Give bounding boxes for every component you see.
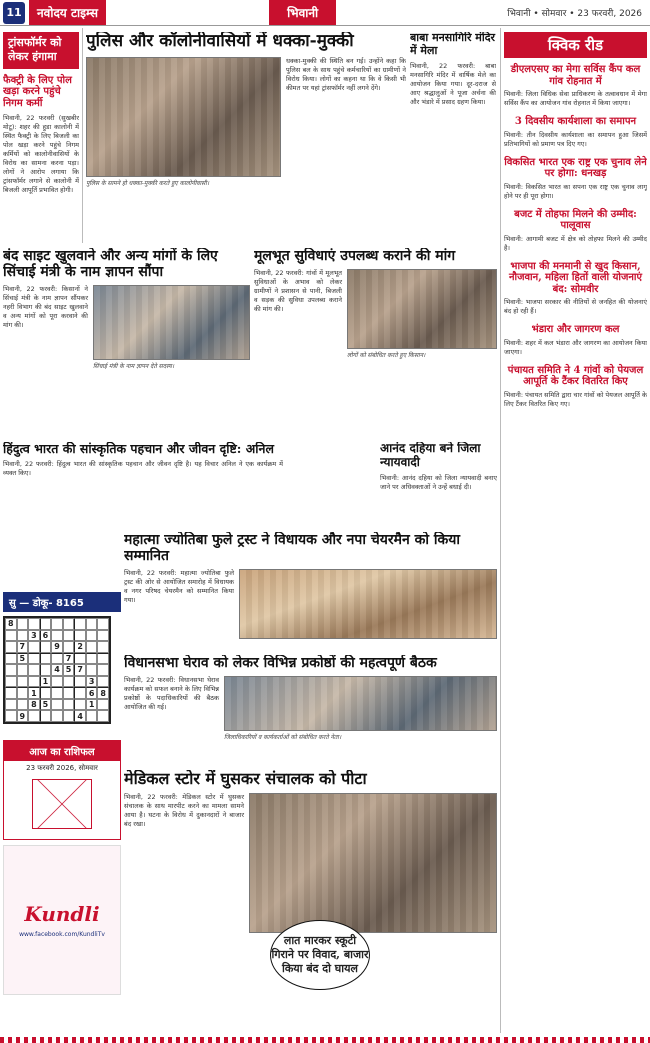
sudoku-cell[interactable] xyxy=(28,676,40,688)
story-assembly-caption: जिलाधिकारियों व कार्यकर्ताओं को संबोधित करते नेता। xyxy=(224,734,342,742)
kundli-chart xyxy=(32,779,92,829)
quick-read-sub7: पंचायत समिति ने 4 गांवों को पेयजल आपूर्ति के टैंकर वितरित किए xyxy=(507,364,644,387)
quick-read-sub6: भंडारा और जागरण कल xyxy=(531,324,620,335)
sudoku-cell[interactable] xyxy=(63,699,75,711)
sudoku-cell[interactable] xyxy=(86,618,98,630)
column-divider xyxy=(500,28,501,1033)
sudoku-cell[interactable]: 4 xyxy=(74,710,86,722)
story-assembly-text: भिवानी, 22 फरवरी: विधानसभा घेराव कार्यक्रम को सफल बनाने के लिए विभिन्न प्रकोष्ठों के पदाधिकारियों की बैठक आयोजित की गई। xyxy=(124,676,219,712)
sudoku-cell[interactable] xyxy=(40,618,52,630)
sudoku-cell[interactable] xyxy=(51,653,63,665)
sudoku-cell[interactable] xyxy=(74,653,86,665)
quick-read-sub2: 3 दिवसीय कार्यशाला का समापन xyxy=(514,116,637,127)
sudoku-cell[interactable]: 1 xyxy=(86,699,98,711)
sudoku-cell[interactable] xyxy=(17,687,29,699)
sudoku-cell[interactable] xyxy=(51,630,63,642)
top-story xyxy=(86,32,406,242)
sudoku-cell[interactable] xyxy=(5,630,17,642)
sudoku-cell[interactable] xyxy=(63,618,75,630)
sudoku-cell[interactable]: 7 xyxy=(17,641,29,653)
story-memorandum-photo xyxy=(93,285,250,360)
teaser-label: ट्रांसफॉर्मर को लेकर हंगामा xyxy=(3,32,79,69)
story-memorandum xyxy=(3,248,250,438)
sudoku-cell[interactable] xyxy=(63,630,75,642)
story-facilities xyxy=(254,248,497,438)
quick-read-text3: भिवानी: विकसित भारत का सपना एक राष्ट्र एक चुनाव लागू होने पर ही पूरा होगा। xyxy=(504,182,647,200)
sudoku-cell[interactable]: 7 xyxy=(63,653,75,665)
story-phule-trust-photo xyxy=(239,569,497,639)
quick-read-text1: भिवानी: जिला विधिक सेवा प्राधिकरण के तत्वावधान में मेगा सर्विस कैंप का आयोजन गांव रोहनात में किया जाएगा। xyxy=(504,90,647,107)
story-assembly xyxy=(124,655,497,765)
quick-read-text6: भिवानी: शहर में कल भंडारा और जागरण का आयोजन किया जाएगा। xyxy=(504,338,647,356)
newspaper-brand: नवोदय टाइम्स xyxy=(29,0,106,25)
sudoku-cell[interactable] xyxy=(28,710,40,722)
rashifal-title: आज का राशिफल xyxy=(4,741,120,761)
sudoku-cell[interactable]: 5 xyxy=(63,664,75,676)
sudoku-cell[interactable]: 3 xyxy=(86,676,98,688)
sudoku-cell[interactable] xyxy=(97,676,109,688)
story-medical-store-headline: मेडिकल स्टोर में घुसकर संचालक को पीटा xyxy=(124,770,367,788)
quick-read-sub5: भाजपा की मनमानी से खुद किसान, नौजवान, महिला हितों वाली योजनाएं बंद: सोमवीर xyxy=(508,260,643,295)
sudoku-cell[interactable] xyxy=(86,664,98,676)
sudoku xyxy=(3,592,121,732)
top-story-text: धक्का-मुक्की की स्थिति बन गई। उन्होंने कहा कि पुलिस बल के साथ पहुंचे कर्मचारियों का ग्रामीणों ने विरोध किया। लोगों का कहना था कि वे किसी भी कीमत पर यहां ट्रांसफॉर्मर नहीं लगने देंगे। xyxy=(286,56,406,92)
sudoku-cell[interactable]: 6 xyxy=(40,630,52,642)
sudoku-cell[interactable] xyxy=(74,676,86,688)
left-teaser xyxy=(3,32,79,242)
sudoku-cell[interactable] xyxy=(5,687,17,699)
sudoku-cell[interactable] xyxy=(86,641,98,653)
story-memorandum-text: भिवानी, 22 फरवरी: किसानों ने सिंचाई मंत्री के नाम ज्ञापन सौंपकर नहरी विभाग की बंद साइट खुलवाने व अन्य मांगों को पूरा करवाने की मांग की। xyxy=(3,285,88,330)
sudoku-cell[interactable]: 1 xyxy=(28,687,40,699)
story-phule-trust xyxy=(124,532,497,652)
sudoku-cell[interactable] xyxy=(5,699,17,711)
sudoku-cell[interactable] xyxy=(97,630,109,642)
sudoku-cell[interactable]: 2 xyxy=(74,641,86,653)
sudoku-cell[interactable]: 8 xyxy=(97,687,109,699)
story-medical-store-text: भिवानी, 22 फरवरी: मेडिकल स्टोर में घुसकर संचालक के साथ मारपीट करने का मामला सामने आया है। घटना के विरोध में दुकानदारों ने बाजार बंद रखा। xyxy=(124,793,244,829)
story-facilities-caption: लोगों को संबोधित करते हुए किसान। xyxy=(347,352,426,360)
rashifal-date: 23 फरवरी 2026, सोमवार xyxy=(26,764,98,772)
sudoku-cell[interactable]: 1 xyxy=(40,676,52,688)
page-number: 11 xyxy=(3,2,25,24)
sudoku-cell[interactable] xyxy=(51,618,63,630)
story-memorandum-headline: बंद साइट खुलवाने और अन्य मांगों के लिए सिंचाई मंत्री के नाम ज्ञापन सौंपा xyxy=(3,248,218,281)
sudoku-cell[interactable]: 5 xyxy=(17,653,29,665)
sudoku-cell[interactable] xyxy=(74,687,86,699)
sudoku-cell[interactable] xyxy=(17,618,29,630)
story-facilities-text: भिवानी, 22 फरवरी: गांवों में मूलभूत सुविधाओं के अभाव को लेकर ग्रामीणों ने प्रशासन से पानी, बिजली व सड़क की सुविधा उपलब्ध कराने की मांग की। xyxy=(254,269,342,314)
sudoku-cell[interactable] xyxy=(40,641,52,653)
sudoku-cell[interactable] xyxy=(5,664,17,676)
sudoku-cell[interactable] xyxy=(86,710,98,722)
sudoku-cell[interactable] xyxy=(28,641,40,653)
quick-read-text2: भिवानी: तीन दिवसीय कार्यशाला का समापन हुआ जिसमें प्रतिभागियों को प्रमाण पत्र दिए गए। xyxy=(504,130,647,148)
quick-read-text7: भिवानी: पंचायत समिति द्वारा चार गांवों को पेयजल आपूर्ति के लिए टैंकर वितरित किए गए। xyxy=(504,390,647,408)
sudoku-cell[interactable] xyxy=(5,676,17,688)
story-facilities-photo xyxy=(347,269,497,349)
story-assembly-photo xyxy=(224,676,497,731)
side-story-text: भिवानी, 22 फरवरी: बाबा मनसागिरि मंदिर में वार्षिक मेले का आयोजन किया गया। दूर-दराज से आए श्रद्धालुओं ने पूजा अर्चना की और भंडारे में प्रसाद ग्रहण किया। xyxy=(410,62,496,107)
sudoku-cell[interactable] xyxy=(40,687,52,699)
story-medical-store-photo xyxy=(249,793,497,933)
sudoku-cell[interactable]: 4 xyxy=(51,664,63,676)
sudoku-cell[interactable] xyxy=(17,699,29,711)
sudoku-cell[interactable] xyxy=(97,641,109,653)
sudoku-cell[interactable] xyxy=(63,641,75,653)
sudoku-cell[interactable] xyxy=(40,653,52,665)
teaser-headline: फैक्ट्री के लिए पोल खड़ा करने पहुंचे निगम कर्मी xyxy=(3,74,72,109)
story-phule-trust-headline: महात्मा ज्योतिबा फुले ट्रस्ट ने विधायक और नपा चेयरमैन को किया सम्मानित xyxy=(124,532,460,565)
sudoku-cell[interactable] xyxy=(63,710,75,722)
sudoku-cell[interactable] xyxy=(74,699,86,711)
sudoku-cell[interactable] xyxy=(86,630,98,642)
masthead xyxy=(0,0,650,26)
sudoku-cell[interactable]: 8 xyxy=(5,618,17,630)
sudoku-cell[interactable] xyxy=(51,699,63,711)
kundli-ad[interactable] xyxy=(3,845,121,995)
quick-read-sub1: डीएलएसए का मेगा सर्विस कैंप कल गांव रोहनात में xyxy=(510,64,641,87)
quick-read-title: क्विक रीड xyxy=(504,32,647,58)
quick-read-sub4: बजट में तोहफा मिलने की उम्मीद: पालूवास xyxy=(514,208,637,231)
story-medical-store-callout: लात मारकर स्कूटी गिराने पर विवाद, बाजार किया बंद दो घायल xyxy=(270,920,370,990)
sudoku-cell[interactable] xyxy=(17,664,29,676)
sudoku-cell[interactable]: 9 xyxy=(51,641,63,653)
sudoku-cell[interactable] xyxy=(86,653,98,665)
sudoku-cell[interactable] xyxy=(51,710,63,722)
top-story-caption: पुलिस के सामने हो धक्का-मुक्की करते हुए कालोनीवासी। xyxy=(86,179,210,187)
sudoku-title: सु — डोकू- 8165 xyxy=(3,592,121,612)
sudoku-cell[interactable] xyxy=(97,664,109,676)
sudoku-cell[interactable] xyxy=(97,653,109,665)
sudoku-cell[interactable] xyxy=(28,653,40,665)
story-assembly-headline: विधानसभा घेराव को लेकर विभिन्न प्रकोष्ठों की महत्वपूर्ण बैठक xyxy=(124,655,437,671)
sudoku-cell[interactable] xyxy=(51,676,63,688)
sudoku-cell[interactable] xyxy=(63,687,75,699)
sudoku-cell[interactable]: 7 xyxy=(74,664,86,676)
sudoku-cell[interactable] xyxy=(97,618,109,630)
column-divider xyxy=(82,28,83,243)
sudoku-cell[interactable] xyxy=(51,687,63,699)
sudoku-cell[interactable] xyxy=(5,710,17,722)
story-dahiya-headline: आनंद दहिया बने जिला न्यायवादी xyxy=(380,442,481,469)
sudoku-cell[interactable] xyxy=(74,618,86,630)
side-story-headline: बाबा मनसागिरि मंदिर में मेला xyxy=(410,32,496,57)
rashifal xyxy=(3,740,121,840)
dateline: भिवानी • सोमवार • 23 फरवरी, 2026 xyxy=(507,9,643,19)
sudoku-cell[interactable]: 9 xyxy=(17,710,29,722)
story-phule-trust-text: भिवानी, 22 फरवरी: महात्मा ज्योतिबा फुले ट्रस्ट की ओर से आयोजित समारोह में विधायक व नगर परिषद चेयरमैन को सम्मानित किया गया। xyxy=(124,569,234,605)
sudoku-cell[interactable]: 3 xyxy=(28,630,40,642)
right-column xyxy=(504,32,647,997)
footer-border xyxy=(0,1037,650,1043)
story-hindutva xyxy=(3,442,283,532)
quick-read-text4: भिवानी: आगामी बजट में क्षेत्र को तोहफा मिलने की उम्मीद है। xyxy=(504,234,647,252)
sudoku-cell[interactable] xyxy=(28,664,40,676)
ad-text: www.facebook.com/KundliTv xyxy=(19,930,105,938)
side-story xyxy=(410,32,496,242)
sudoku-cell[interactable]: 8 xyxy=(28,699,40,711)
story-hindutva-text: भिवानी, 22 फरवरी: हिंदुत्व भारत की सांस्कृतिक पहचान और जीवन दृष्टि है। यह विचार अनिल ने एक कार्यक्रम में व्यक्त किए। xyxy=(3,460,283,478)
sudoku-cell[interactable] xyxy=(74,630,86,642)
top-story-headline: पुलिस और कॉलोनीवासियों में धक्का-मुक्की xyxy=(86,32,354,51)
sudoku-cell[interactable] xyxy=(5,653,17,665)
story-dahiya xyxy=(380,442,497,532)
sudoku-cell[interactable] xyxy=(28,618,40,630)
sudoku-cell[interactable] xyxy=(40,710,52,722)
sudoku-cell[interactable] xyxy=(63,676,75,688)
sudoku-cell[interactable] xyxy=(5,641,17,653)
section-tag: भिवानी xyxy=(269,0,336,25)
sudoku-cell[interactable] xyxy=(97,699,109,711)
quick-read-text5: भिवानी: भाजपा सरकार की नीतियों से जनहित की योजनाएं बंद हो रही हैं। xyxy=(504,298,647,315)
sudoku-grid[interactable] xyxy=(3,616,111,724)
story-facilities-headline: मूलभूत सुविधाएं उपलब्ध कराने की मांग xyxy=(254,248,456,264)
sudoku-cell[interactable] xyxy=(17,630,29,642)
story-dahiya-text: भिवानी: आनंद दहिया को जिला न्यायवादी बनाए जाने पर अधिवक्ताओं ने उन्हें बधाई दी। xyxy=(380,473,497,491)
top-story-photo xyxy=(86,57,281,177)
quick-read-sub3: विकसित भारत एक राष्ट्र एक चुनाव लेने पर होगा: धनखड़ xyxy=(504,156,647,179)
story-hindutva-headline: हिंदुत्व भारत की सांस्कृतिक पहचान और जीवन दृष्टि: अनिल xyxy=(3,442,274,456)
sudoku-cell[interactable] xyxy=(17,676,29,688)
sudoku-cell[interactable]: 5 xyxy=(40,699,52,711)
sudoku-cell[interactable] xyxy=(40,664,52,676)
sudoku-cell[interactable] xyxy=(97,710,109,722)
sudoku-cell[interactable]: 6 xyxy=(86,687,98,699)
teaser-text: भिवानी, 22 फरवरी (सुखबीर मोटू): शहर की हुडा कालोनी में स्थित फैक्ट्री के लिए बिजली का पोल खड़ा करने पहुंचे निगम कर्मियों को कालोनीवासियों के विरोध का सामना करना पड़ा। लोगों ने आरोप लगाया कि ट्रांसफॉर्मर लगाने से कालोनी में बिजली आपूर्ति प्रभावित होगी। xyxy=(3,114,79,195)
story-memorandum-caption: सिंचाई मंत्री के नाम ज्ञापन देते सदस्य। xyxy=(93,363,174,371)
ad-brand: Kundli xyxy=(24,901,100,926)
